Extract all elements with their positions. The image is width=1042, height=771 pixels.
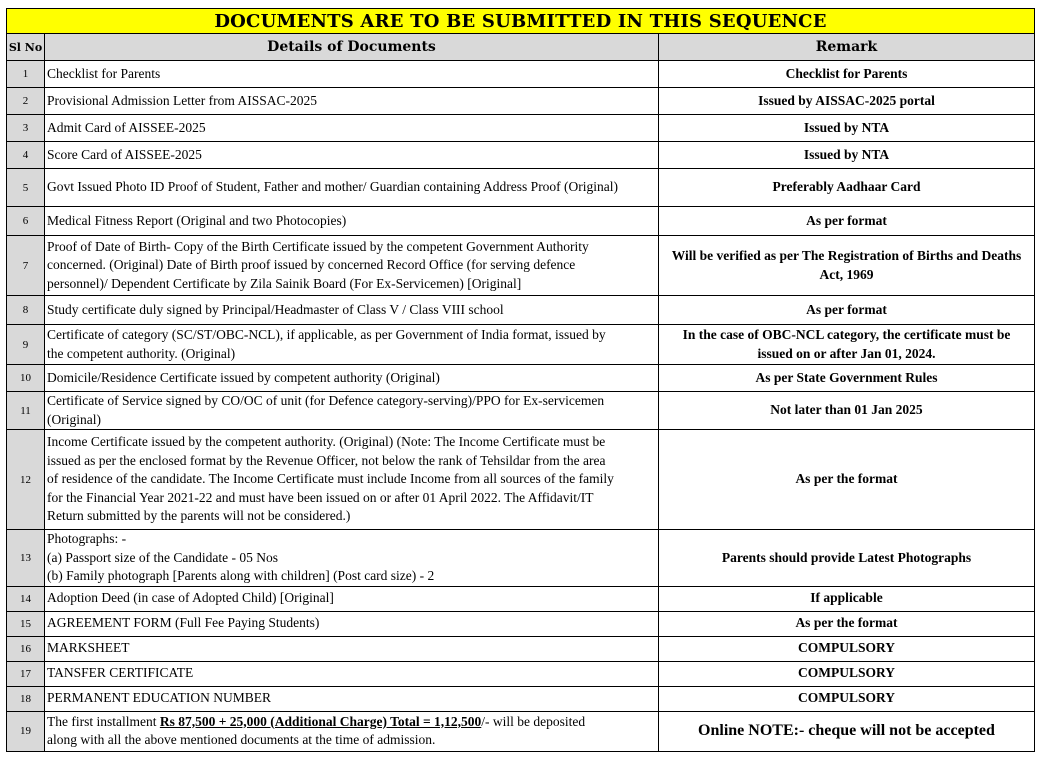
header-details: Details of Documents xyxy=(45,34,659,61)
document-details xyxy=(45,115,659,142)
document-details xyxy=(45,169,659,207)
document-details xyxy=(45,61,659,88)
table-row-16 xyxy=(7,636,1035,661)
sl-number: 7 xyxy=(7,236,45,296)
document-remark: Issued by NTA xyxy=(659,115,1035,142)
detail-line: Study certificate duly signed by Principal/Headmaster of Class V / Class VIII school xyxy=(47,301,504,317)
document-details xyxy=(45,711,659,751)
document-remark: Checklist for Parents xyxy=(659,61,1035,88)
document-remark: Issued by NTA xyxy=(659,142,1035,169)
detail-line: Adoption Deed (in case of Adopted Child) [Original] xyxy=(47,590,334,606)
sl-number: 2 xyxy=(7,88,45,115)
installment-pre: The first installment xyxy=(47,713,160,729)
detail-line: TANSFER CERTIFICATE xyxy=(47,665,194,681)
detail-line xyxy=(47,713,655,732)
document-remark: If applicable xyxy=(659,586,1035,611)
sl-number: 11 xyxy=(7,392,45,430)
documents-table xyxy=(6,8,1035,752)
document-remark: COMPULSORY xyxy=(659,636,1035,661)
table-row-4 xyxy=(7,142,1035,169)
document-details xyxy=(45,686,659,711)
sl-number: 4 xyxy=(7,142,45,169)
table-row-8 xyxy=(7,296,1035,325)
sl-number: 15 xyxy=(7,611,45,636)
table-row-18 xyxy=(7,686,1035,711)
detail-line: Medical Fitness Report (Original and two Photocopies) xyxy=(47,212,347,228)
table-row-3 xyxy=(7,115,1035,142)
table-row-17 xyxy=(7,661,1035,686)
sl-number: 3 xyxy=(7,115,45,142)
detail-line: Checklist for Parents xyxy=(47,65,161,81)
sl-number: 14 xyxy=(7,586,45,611)
detail-line: Income Certificate issued by the competent authority. (Original) (Note: The Income Certificate must be xyxy=(47,434,606,450)
sl-number: 10 xyxy=(7,365,45,392)
title-row xyxy=(7,9,1035,34)
header-sl-no: Sl No xyxy=(7,34,45,61)
sl-number: 6 xyxy=(7,207,45,236)
document-remark: Parents should provide Latest Photographs xyxy=(659,530,1035,587)
header-row xyxy=(7,34,1035,61)
table-row-14 xyxy=(7,586,1035,611)
document-details xyxy=(45,586,659,611)
document-remark: Not later than 01 Jan 2025 xyxy=(659,392,1035,430)
detail-line: Proof of Date of Birth- Copy of the Birth Certificate issued by the competent Government Authority xyxy=(47,238,589,254)
detail-line: Govt Issued Photo ID Proof of Student, Father and mother/ Guardian containing Address Proof (Original) xyxy=(47,179,619,195)
table-body xyxy=(7,61,1035,712)
detail-line: Score Card of AISSEE-2025 xyxy=(47,146,202,162)
detail-line: (b) Family photograph [Parents along with children] (Post card size) - 2 xyxy=(47,568,435,583)
document-details xyxy=(45,142,659,169)
detail-line: Photographs: - xyxy=(47,531,127,546)
detail-line: concerned. (Original) Date of Birth proof issued by concerned Record Office (for serving defence xyxy=(47,257,576,273)
detail-line: along with all the above mentioned documents at the time of admission. xyxy=(47,732,436,747)
table-row-2 xyxy=(7,88,1035,115)
document-details xyxy=(45,392,659,430)
sl-number: 19 xyxy=(7,711,45,751)
document-remark: As per format xyxy=(659,296,1035,325)
document-details xyxy=(45,661,659,686)
sl-number: 8 xyxy=(7,296,45,325)
document-details xyxy=(45,296,659,325)
sl-number: 1 xyxy=(7,61,45,88)
document-remark: As per State Government Rules xyxy=(659,365,1035,392)
table-row-15 xyxy=(7,611,1035,636)
table-row-6 xyxy=(7,207,1035,236)
detail-line: issued as per the enclosed format by the Revenue Officer, not below the rank of Tehsildar from the area xyxy=(47,452,606,468)
document-remark: As per the format xyxy=(659,611,1035,636)
detail-line: Provisional Admission Letter from AISSAC-2025 xyxy=(47,92,317,108)
detail-line: Certificate of category (SC/ST/OBC-NCL), if applicable, as per Government of India format, issued by xyxy=(47,327,606,342)
detail-line: for the Financial Year 2021-22 and must have been issued on or after 01 April 2022. The Affidavit/IT xyxy=(47,489,594,505)
detail-line: Domicile/Residence Certificate issued by competent authority (Original) xyxy=(47,369,440,385)
document-remark: Issued by AISSAC-2025 portal xyxy=(659,88,1035,115)
document-remark: As per the format xyxy=(659,430,1035,530)
header-remark: Remark xyxy=(659,34,1035,61)
sl-number: 13 xyxy=(7,530,45,587)
document-details xyxy=(45,365,659,392)
sl-number: 16 xyxy=(7,636,45,661)
sl-number: 17 xyxy=(7,661,45,686)
table-row-1 xyxy=(7,61,1035,88)
sl-number: 5 xyxy=(7,169,45,207)
document-details xyxy=(45,88,659,115)
table-title: DOCUMENTS ARE TO BE SUBMITTED IN THIS SEQUENCE xyxy=(7,9,1035,34)
document-remark: As per format xyxy=(659,207,1035,236)
table-row-13 xyxy=(7,530,1035,587)
table-row-11 xyxy=(7,392,1035,430)
document-details xyxy=(45,236,659,296)
sl-number: 12 xyxy=(7,430,45,530)
document-remark: COMPULSORY xyxy=(659,686,1035,711)
document-remark: COMPULSORY xyxy=(659,661,1035,686)
document-remark: Preferably Aadhaar Card xyxy=(659,169,1035,207)
table-row-10 xyxy=(7,365,1035,392)
detail-line: personnel)/ Dependent Certificate by Zila Sainik Board (For Ex-Servicemen) [Original] xyxy=(47,275,522,291)
detail-line: (a) Passport size of the Candidate - 05 Nos xyxy=(47,549,278,565)
table-row-7 xyxy=(7,236,1035,296)
detail-line: of residence of the candidate. The Income Certificate must include Income from all sources of the family xyxy=(47,471,614,487)
sl-number: 18 xyxy=(7,686,45,711)
document-details xyxy=(45,636,659,661)
detail-line: Admit Card of AISSEE-2025 xyxy=(47,119,206,135)
installment-post: /- will be deposited xyxy=(481,713,586,729)
table-row-19 xyxy=(7,711,1035,751)
detail-line: Certificate of Service signed by CO/OC of unit (for Defence category-serving)/PPO for Ex-servicemen xyxy=(47,393,605,408)
document-details xyxy=(45,530,659,587)
detail-line: Return submitted by the parents will not be considered.) xyxy=(47,508,351,524)
document-details xyxy=(45,430,659,530)
table-row-5 xyxy=(7,169,1035,207)
sl-number: 9 xyxy=(7,325,45,365)
detail-line: MARKSHEET xyxy=(47,640,130,656)
detail-line: PERMANENT EDUCATION NUMBER xyxy=(47,690,272,706)
document-remark: In the case of OBC-NCL category, the certificate must be issued on or after Jan 01, 2024. xyxy=(659,325,1035,365)
detail-line: the competent authority. (Original) xyxy=(47,345,236,361)
document-details xyxy=(45,325,659,365)
document-details xyxy=(45,207,659,236)
detail-line: (Original) xyxy=(47,411,101,427)
table-row-12 xyxy=(7,430,1035,530)
detail-line: AGREEMENT FORM (Full Fee Paying Students) xyxy=(47,615,320,631)
document-details xyxy=(45,611,659,636)
table-row-9 xyxy=(7,325,1035,365)
installment-amount: Rs 87,500 + 25,000 (Additional Charge) Total = 1,12,500 xyxy=(159,713,482,729)
document-remark: Will be verified as per The Registration of Births and Deaths Act, 1969 xyxy=(659,236,1035,296)
document-remark: Online NOTE:- cheque will not be accepted xyxy=(659,711,1035,751)
